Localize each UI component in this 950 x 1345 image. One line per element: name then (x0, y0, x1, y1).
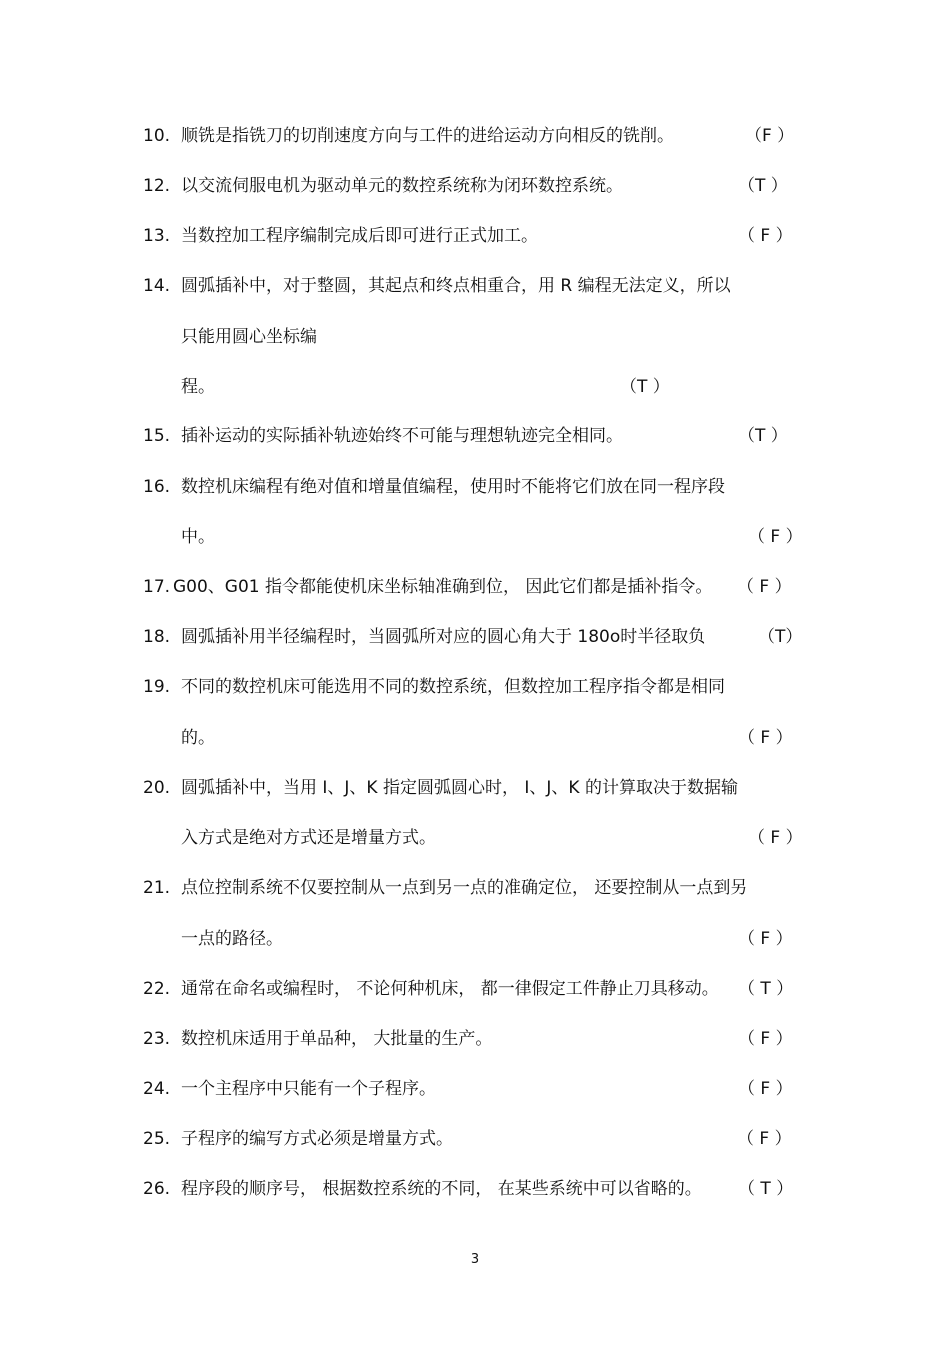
question-answer: （ F ） (748, 527, 803, 547)
question-number: 25. (143, 1129, 171, 1149)
question-text: 程序段的顺序号， 根据数控系统的不同， 在某些系统中可以省略的。 (181, 1179, 702, 1199)
question-answer: （ T ） (738, 979, 794, 999)
question-text: 子程序的编写方式必须是增量方式。 (181, 1129, 453, 1149)
question-answer: （T ） (620, 377, 670, 397)
question-text: 顺铣是指铣刀的切削速度方向与工件的进给运动方向相反的铣削。 (181, 126, 674, 146)
question-answer: （ F ） (738, 1029, 793, 1049)
question-text-continued: 只能用圆心坐标编 (181, 327, 317, 347)
question-text: 当数控加工程序编制完成后即可进行正式加工。 (181, 226, 538, 246)
question-text: 圆弧插补用半径编程时，当圆弧所对应的圆心角大于 180o时半径取负 (181, 627, 706, 647)
question-number: 19. (143, 677, 171, 697)
question-text-continued: 中。 (181, 527, 215, 547)
page-number: 3 (470, 1252, 480, 1267)
question-number: 12. (143, 176, 171, 196)
question-number: 21. (143, 878, 171, 898)
question-number: 24. (143, 1079, 171, 1099)
question-answer: （ F ） (737, 577, 792, 597)
question-text: 通常在命名或编程时， 不论何种机床， 都一律假定工件静止刀具移动。 (181, 979, 719, 999)
question-text: 圆弧插补中，当用 I、J、K 指定圆弧圆心时， I、J、K 的计算取决于数据输 (181, 778, 738, 798)
question-answer: （ F ） (737, 1129, 792, 1149)
question-text: 数控机床适用于单品种， 大批量的生产。 (181, 1029, 493, 1049)
question-answer: （ F ） (738, 1079, 793, 1099)
question-answer: （F ） (745, 126, 795, 146)
question-text: 以交流伺服电机为驱动单元的数控系统称为闭环数控系统。 (181, 176, 623, 196)
question-answer: （ F ） (738, 728, 793, 748)
question-answer: （ F ） (748, 828, 803, 848)
question-answer: （ T ） (738, 1179, 794, 1199)
question-text: 插补运动的实际插补轨迹始终不可能与理想轨迹完全相同。 (181, 426, 623, 446)
question-answer: （T） (758, 627, 803, 647)
question-text-continued: 的。 (181, 728, 215, 748)
question-text: G00、G01 指令都能使机床坐标轴准确到位， 因此它们都是插补指令。 (173, 577, 713, 597)
question-answer: （T ） (738, 426, 788, 446)
question-number: 13. (143, 226, 171, 246)
question-answer: （ F ） (738, 226, 793, 246)
question-text: 圆弧插补中，对于整圆，其起点和终点相重合，用 R 编程无法定义，所以 (181, 276, 731, 296)
question-answer: （ F ） (738, 929, 793, 949)
question-number: 14. (143, 276, 171, 296)
question-answer: （T ） (738, 176, 788, 196)
question-number: 16. (143, 477, 171, 497)
question-number: 22. (143, 979, 171, 999)
question-text: 不同的数控机床可能选用不同的数控系统，但数控加工程序指令都是相同 (181, 677, 725, 697)
question-text-continued: 一点的路径。 (181, 929, 283, 949)
question-number: 18. (143, 627, 171, 647)
question-number: 23. (143, 1029, 171, 1049)
question-text-continued: 程。 (181, 377, 215, 397)
question-text: 点位控制系统不仅要控制从一点到另一点的准确定位， 还要控制从一点到另 (181, 878, 748, 898)
question-text: 数控机床编程有绝对值和增量值编程，使用时不能将它们放在同一程序段 (181, 477, 725, 497)
question-text-continued: 入方式是绝对方式还是增量方式。 (181, 828, 436, 848)
question-number: 10. (143, 126, 171, 146)
question-number: 26. (143, 1179, 171, 1199)
question-text: 一个主程序中只能有一个子程序。 (181, 1079, 436, 1099)
question-number: 15. (143, 426, 171, 446)
question-number: 20. (143, 778, 171, 798)
question-number: 17. (143, 577, 171, 597)
